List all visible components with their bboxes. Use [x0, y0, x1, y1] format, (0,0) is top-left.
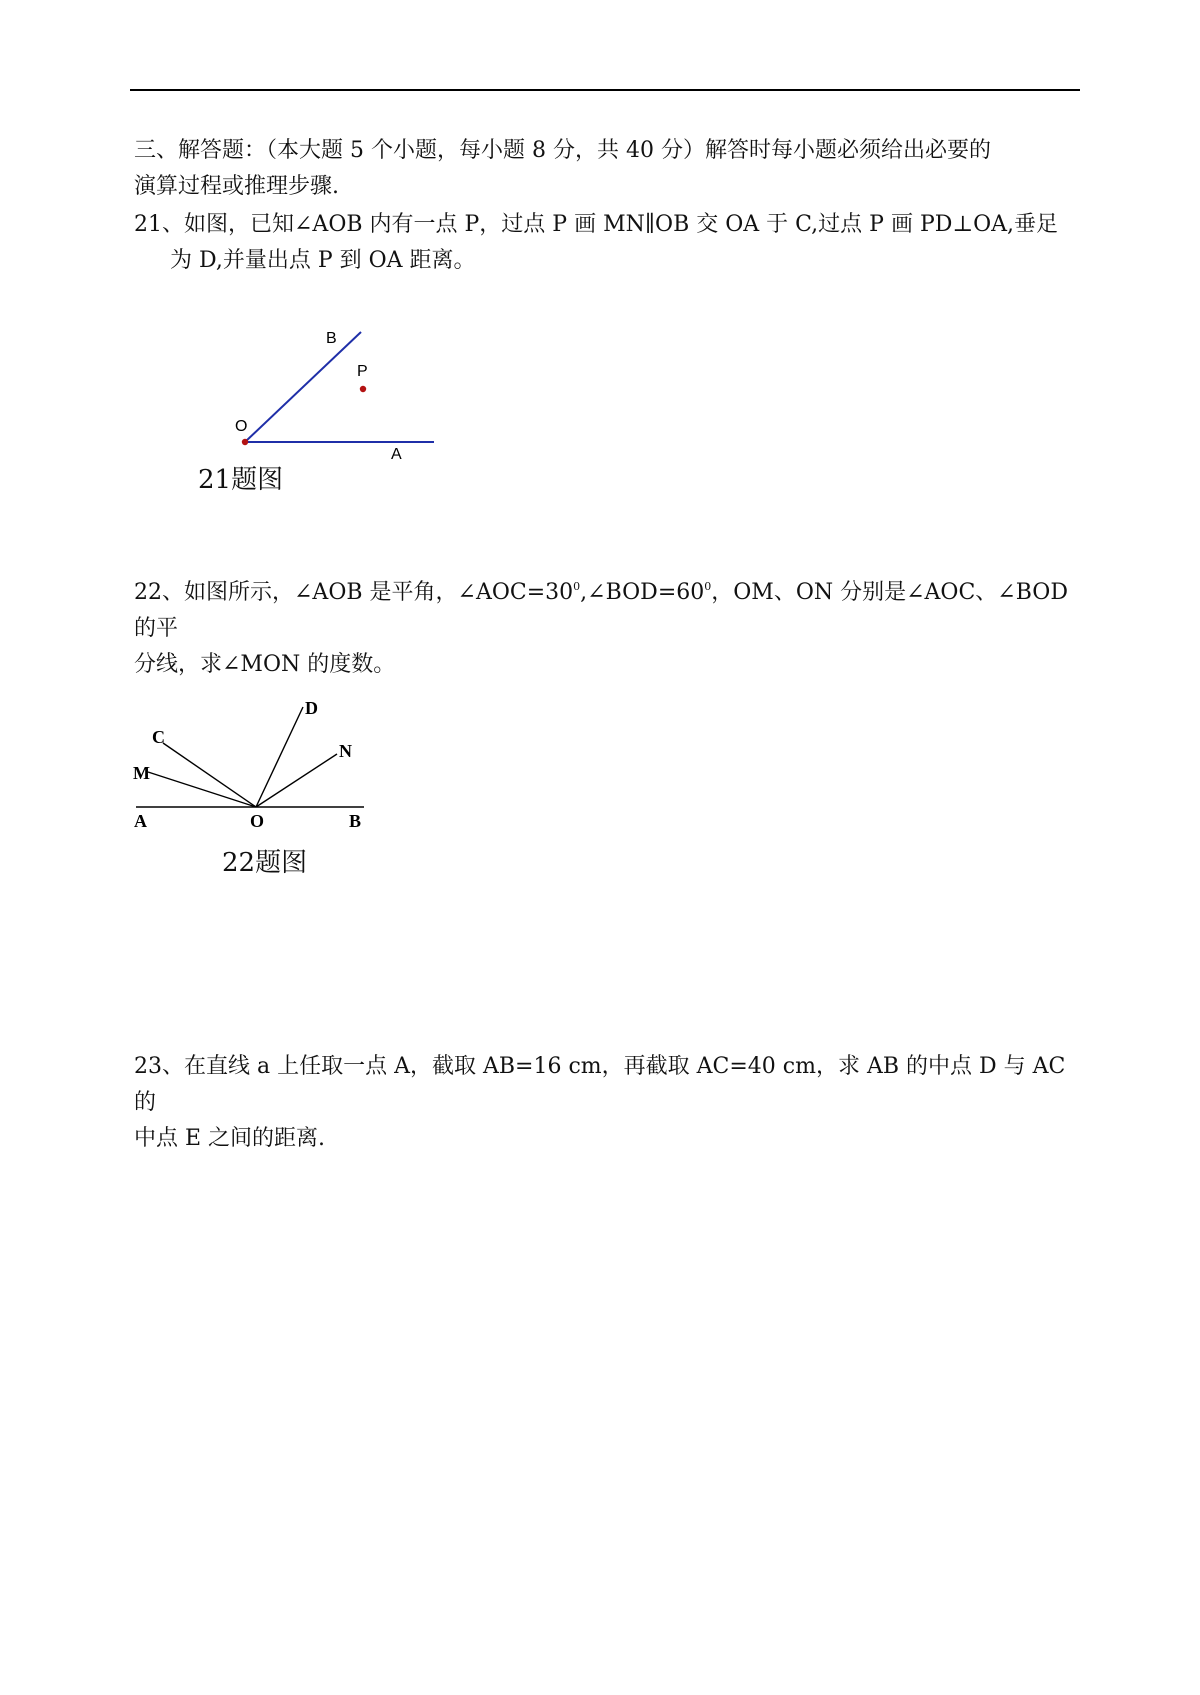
figure-21-caption: 21题图	[198, 465, 284, 495]
label-M: M	[133, 763, 150, 783]
label-P: P	[357, 363, 368, 380]
label-N: N	[339, 741, 352, 761]
question-21-line-2: 为 D,并量出点 P 到 OA 距离。	[170, 248, 476, 273]
label-O: O	[250, 811, 265, 831]
ray-OB	[245, 332, 361, 442]
section-header	[134, 133, 1080, 205]
label-O: O	[235, 418, 248, 435]
question-22-text-a: 22、如图所示，∠AOB 是平角，∠AOC=30	[134, 580, 574, 605]
label-C: C	[152, 727, 165, 747]
ray-OC	[163, 743, 256, 807]
question-21-line-1: 21、如图，已知∠AOB 内有一点 P，过点 P 画 MN∥OB 交 OA 于 C,过点 P 画 PD⊥OA,垂足	[134, 212, 1059, 237]
question-21	[134, 207, 1080, 279]
figure-21-diagram	[220, 320, 460, 463]
label-D: D	[305, 698, 318, 718]
question-22	[134, 575, 1080, 683]
degree-mark-2: 0	[704, 580, 712, 593]
question-22-line-1	[134, 575, 1080, 647]
label-A: A	[134, 811, 147, 831]
label-B: B	[326, 330, 337, 347]
label-B: B	[349, 811, 362, 831]
figure-22-diagram	[130, 690, 380, 830]
figure-22-caption: 22题图	[222, 848, 308, 878]
section-header-line-2: 演算过程或推理步骤.	[134, 174, 339, 199]
degree-mark-1: 0	[573, 580, 581, 593]
question-22-text-c: ，OM、ON 分别是∠AOC、∠BOD 的平	[134, 580, 1068, 641]
point-O	[242, 439, 248, 445]
question-22-line-2: 分线，求∠MON 的度数。	[134, 652, 396, 677]
question-23-line-1: 23、在直线 a 上任取一点 A，截取 AB=16 cm，再截取 AC=40 cm，求 AB 的中点 D 与 AC 的	[134, 1054, 1066, 1115]
section-header-line-1: 三、解答题：（本大题 5 个小题，每小题 8 分，共 40 分）解答时每小题必须给出必要的	[134, 138, 991, 163]
header-rule	[130, 89, 1080, 91]
ray-OM	[148, 772, 256, 807]
label-A: A	[391, 446, 402, 463]
point-P	[360, 386, 366, 392]
question-23-line-2: 中点 E 之间的距离.	[134, 1126, 326, 1151]
question-23	[134, 1049, 1080, 1157]
question-22-text-b: ,∠BOD=60	[580, 580, 705, 605]
